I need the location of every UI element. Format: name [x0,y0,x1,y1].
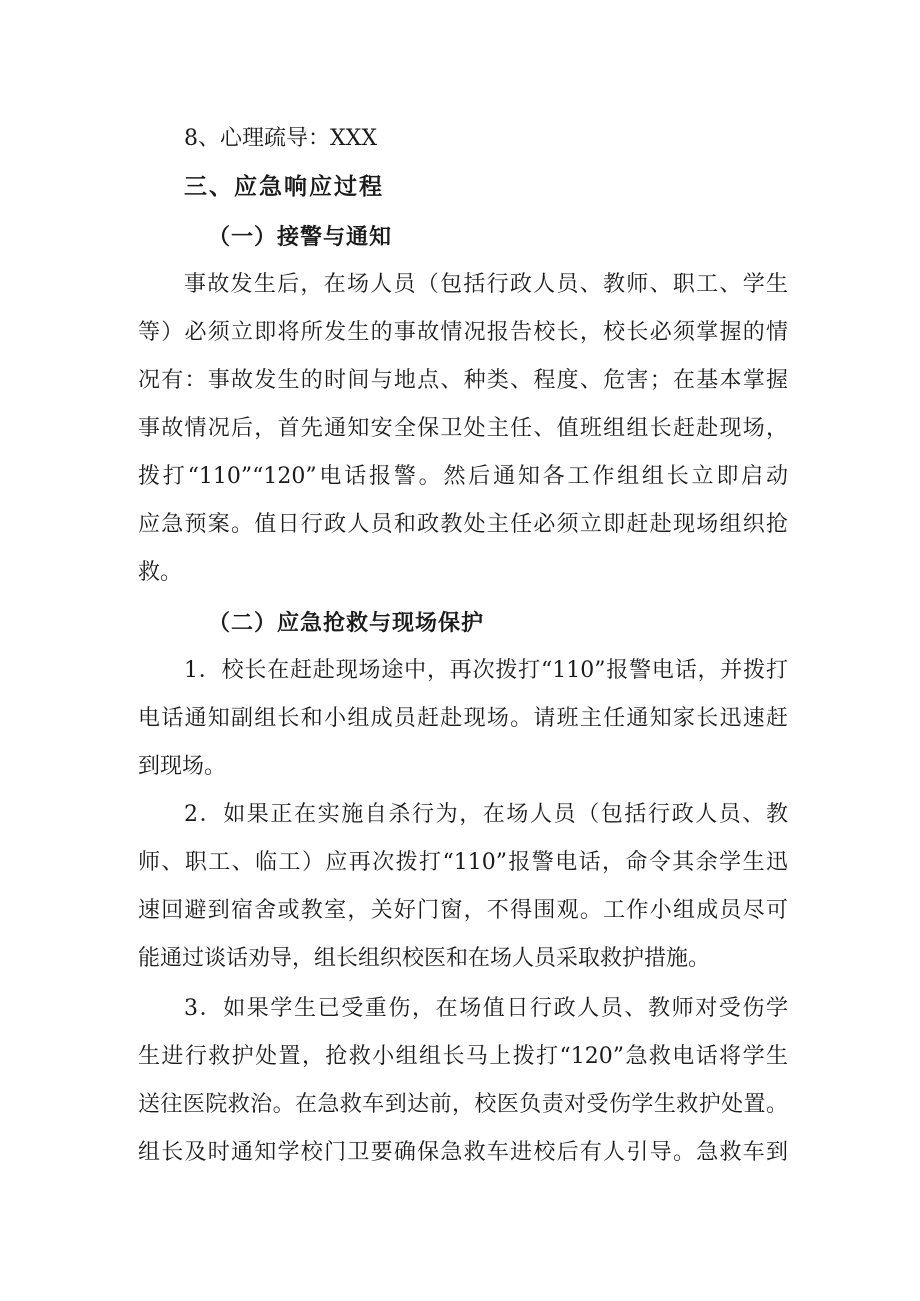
paragraph-line: 速回避到宿舍或教室，关好门窗，不得围观。工作小组成员尽可 [138,898,788,923]
paragraph-line: 2．如果正在实施自杀行为，在场人员（包括行政人员、教 [184,802,788,827]
paragraph-line: 能通过谈话劝导，组长组织校医和在场人员采取救护措施。 [138,946,711,971]
paragraph-line: 电话通知副组长和小组成员赶赴现场。请班主任通知家长迅速赶 [138,706,788,731]
paragraph-line: 拨打“110”“120”电话报警。然后通知各工作组组长立即启动 [138,464,788,489]
list-item-psychological-counseling: 8、心理疏导：XXX [184,126,377,151]
paragraph-line: 送往医院救治。在急救车到达前，校医负责对受伤学生救护处置。 [138,1092,788,1117]
paragraph-line: 事故发生后，在场人员（包括行政人员、教师、职工、学生 [184,272,788,297]
paragraph-line: 师、职工、临工）应再次拨打“110”报警电话，命令其余学生迅 [138,850,788,875]
subsection-heading-rescue: （二）应急抢救与现场保护 [208,610,485,636]
subsection-heading-alarm: （一）接警与通知 [208,224,393,250]
paragraph-line: 事故情况后，首先通知安全保卫处主任、值班组组长赶赴现场， [138,416,788,441]
paragraph-line: 应急预案。值日行政人员和政教处主任必须立即赶赴现场组织抢 [138,512,788,537]
paragraph-line: 况有：事故发生的时间与地点、种类、程度、危害；在基本掌握 [138,368,788,393]
paragraph-line: 1．校长在赶赴现场途中，再次拨打“110”报警电话，并拨打 [184,658,788,683]
paragraph-line: 生进行救护处置，抢救小组组长马上拨打“120”急救电话将学生 [138,1044,788,1069]
paragraph-line: 救。 [138,560,183,585]
paragraph-line: 3．如果学生已受重伤，在场值日行政人员、教师对受伤学 [184,996,788,1021]
section-heading: 三、应急响应过程 [184,173,384,200]
paragraph-line: 等）必须立即将所发生的事故情况报告校长，校长必须掌握的情 [138,320,788,345]
paragraph-line: 到现场。 [138,754,227,779]
paragraph-line: 组长及时通知学校门卫要确保急救车进校后有人引导。急救车到 [138,1140,788,1165]
